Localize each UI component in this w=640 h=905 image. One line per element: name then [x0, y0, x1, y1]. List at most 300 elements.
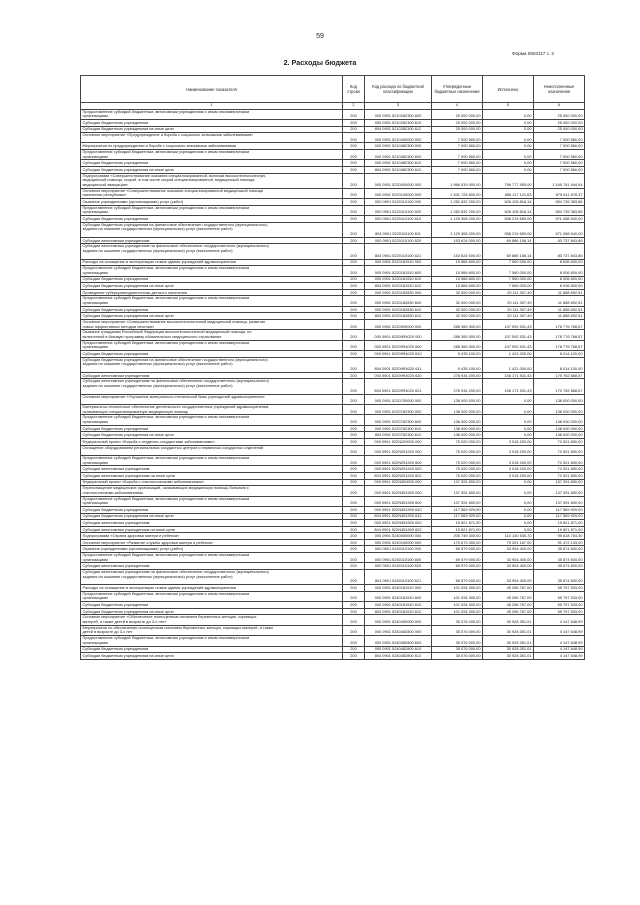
row-classification-code: 804 0901 5240110100 621 [365, 570, 432, 585]
row-name-line: Федеральный проект «Борьба с онкологическими заболеваниями» [82, 479, 204, 485]
row-indicator-name [81, 653, 343, 660]
row-executed: 45 296 767,00 [483, 585, 534, 592]
row-line-code: 200 [343, 379, 365, 394]
row-approved: 75 020 000,00 [432, 472, 483, 479]
row-name-line: медицинской эвакуации» [82, 182, 129, 188]
row-indicator-name [81, 237, 343, 244]
row-line-code: 200 [343, 533, 365, 540]
row-name-line: Расходы на оснащение в эксплуатацию новые здания учреждений здравоохранения [82, 259, 236, 265]
row-line-code: 200 [343, 313, 365, 320]
row-classification-code: 000 0901 5210482300 610 [365, 160, 432, 167]
row-indicator-name [81, 472, 343, 479]
table-row [81, 520, 585, 527]
header-executed: Исполнено [483, 76, 534, 103]
row-remaining: 178 776 768,57 [534, 330, 585, 340]
row-indicator-name [81, 455, 343, 465]
row-line-code: 200 [343, 539, 365, 546]
row-line-code: 200 [343, 296, 365, 306]
table-row [81, 357, 585, 372]
row-remaining: 8 014 100,00 [534, 357, 585, 372]
table-row [81, 445, 585, 455]
row-name-line: Расходы на оснащение в эксплуатацию новые здания учреждений здравоохранения [82, 585, 236, 591]
row-approved: 101 094 300,00 [432, 608, 483, 615]
row-classification-code: 000 0901 5240400000 000 [365, 615, 432, 625]
row-name-line: включенной в базовую программу обязательного медицинского страхования [82, 334, 222, 340]
row-line-code: 200 [343, 486, 365, 496]
row-name-line: Оснащение оборудованием региональных сосудистых центров и первичных сосудистых отделений [82, 445, 264, 450]
row-name-line: Предоставление субсидий бюджетным, автономным учреждениям и иным некоммерческим [82, 552, 250, 558]
row-classification-code: 000 0901 5220110100 620 [365, 237, 432, 244]
row-executed: 0,00 [483, 126, 534, 133]
row-approved: 75 020 000,00 [432, 438, 483, 445]
header-remaining: Неисполненные назначения [534, 76, 585, 103]
row-name-line: матерей, а также детей в возрасте до 3-х лет» [82, 619, 167, 625]
row-remaining: 35 674 600,00 [534, 563, 585, 570]
row-approved: 75 020 000,00 [432, 445, 483, 455]
row-approved: 35 076 000,00 [432, 615, 483, 625]
row-name-line: детей в возрасте до 3-х лет [82, 629, 133, 635]
row-name-line: Основное мероприятие «Развитие службы здоровья матери и ребенка» [82, 539, 214, 545]
row-remaining: 55 797 533,00 [534, 608, 585, 615]
row-indicator-name [81, 563, 343, 570]
table-row [81, 379, 585, 394]
row-executed: 1 421 000,00 [483, 357, 534, 372]
row-classification-code: 804 0901 5220181510 612 [365, 283, 432, 290]
row-executed: 7 560 000,00 [483, 259, 534, 266]
row-approved: 32 000 000,00 [432, 296, 483, 306]
row-remaining: 8 014 100,00 [534, 351, 585, 358]
row-line-code: 200 [343, 526, 365, 533]
row-executed: 3 018 200,00 [483, 466, 534, 473]
row-executed: 796 777 955,00 [483, 173, 534, 188]
row-name-line: Субсидии бюджетным учреждениям на иные цели [82, 608, 174, 614]
row-line-code: 200 [343, 222, 365, 237]
row-indicator-name [81, 479, 343, 486]
row-name-line: организациям [82, 153, 108, 159]
row-remaining: 4 147 648,99 [534, 636, 585, 646]
row-remaining: 4 147 648,99 [534, 615, 585, 625]
row-name-line: Проведение туберкулинодиагностики детского населения [82, 289, 188, 295]
row-classification-code: 804 0901 52209R4020 621 [365, 379, 432, 394]
row-classification-code: 000 0901 5210400000 000 [365, 133, 432, 143]
row-line-code: 200 [343, 520, 365, 527]
row-classification-code: 000 0901 522N300000 000 [365, 479, 432, 486]
row-approved: 276 934 200,00 [432, 379, 483, 394]
row-indicator-name [81, 319, 343, 329]
row-line-code: 200 [343, 244, 365, 259]
row-remaining: 25 000 000,00 [534, 126, 585, 133]
row-indicator-name [81, 553, 343, 563]
row-name-line: Основное мероприятие «Предупреждение и борьба с социально значимыми заболеваниями» [82, 132, 254, 138]
row-line-code: 200 [343, 646, 365, 653]
row-line-code: 200 [343, 636, 365, 646]
row-remaining: 19 821 871,00 [534, 520, 585, 527]
table-row [81, 109, 585, 119]
row-executed: 30 928 351,01 [483, 615, 534, 625]
row-name-line: Субсидии бюджетным учреждениям [82, 602, 149, 608]
row-name-line: Субсидии бюджетным учреждениям [82, 425, 149, 431]
row-indicator-name [81, 199, 343, 206]
row-name-line: Основное мероприятие «Совершенствование высокотехнологичной медицинской помощи, развитие [82, 319, 266, 324]
row-line-code: 200 [343, 432, 365, 439]
table-row [81, 486, 585, 496]
row-approved: 1 966 519 900,00 [432, 173, 483, 188]
form-code: Форма 0503117 с. 2 [512, 51, 554, 56]
row-classification-code: 000 0901 5220181510 610 [365, 276, 432, 283]
row-line-code: 200 [343, 479, 365, 486]
row-remaining: 72 001 800,00 [534, 472, 585, 479]
row-name-line: Субсидии бюджетным учреждениям [82, 506, 149, 512]
row-classification-code: 804 0901 5220182830 612 [365, 313, 432, 320]
row-executed: 558 219 659,00 [483, 222, 534, 237]
row-classification-code: 000 0901 5240110100 600 [365, 553, 432, 563]
row-approved: 19 821 871,00 [432, 520, 483, 527]
row-line-code: 200 [343, 455, 365, 465]
row-indicator-name [81, 150, 343, 160]
row-classification-code: 000 0901 5210282300 600 [365, 109, 432, 119]
table-row [81, 479, 585, 486]
row-classification-code: 000 0901 5220110100 610 [365, 216, 432, 223]
row-executed: 0,00 [483, 513, 534, 520]
column-number: 6 [534, 103, 585, 110]
row-name-line: Субсидии автономным учреждениям [82, 237, 150, 243]
table-row [81, 608, 585, 615]
table-row [81, 455, 585, 465]
row-line-code: 200 [343, 415, 365, 425]
table-row [81, 330, 585, 340]
row-executed: 106 171 531,43 [483, 372, 534, 379]
row-line-code: 200 [343, 276, 365, 283]
row-remaining: 137 391 800,00 [534, 496, 585, 506]
row-name-line: Субсидии бюджетным учреждениям [82, 306, 149, 312]
row-executed: 3 018 200,00 [483, 455, 534, 465]
row-indicator-name [81, 438, 343, 445]
row-executed: 0,00 [483, 119, 534, 126]
row-indicator-name [81, 296, 343, 306]
row-remaining: 25 000 000,00 [534, 109, 585, 119]
row-name-line [83, 254, 341, 259]
row-line-code: 200 [343, 199, 365, 206]
table-row [81, 404, 585, 414]
row-remaining: 11 888 692,51 [534, 306, 585, 313]
row-classification-code: 804 0901 5220110100 621 [365, 244, 432, 259]
row-approved: 286 369 300,00 [432, 340, 483, 350]
table-row [81, 615, 585, 625]
row-name-line: Субсидии бюджетным учреждениям [82, 276, 149, 282]
row-line-code: 200 [343, 289, 365, 296]
row-executed: 628 105 816,14 [483, 205, 534, 215]
row-classification-code: 000 0901 522N351900 000 [365, 486, 432, 496]
row-approved: 101 094 300,00 [432, 585, 483, 592]
row-classification-code: 000 0901 5240181510 600 [365, 591, 432, 601]
row-name-line: оказывающих специализированную медицинскую помощь [82, 408, 189, 414]
row-remaining: 571 088 540,00 [534, 222, 585, 237]
row-line-code: 200 [343, 425, 365, 432]
row-line-code: 200 [343, 591, 365, 601]
row-line-code: 200 [343, 506, 365, 513]
row-classification-code: 000 0901 5220110100 600 [365, 205, 432, 215]
row-executed: 1 421 000,00 [483, 351, 534, 358]
row-indicator-name [81, 513, 343, 520]
row-executed: 79 201 167,00 [483, 539, 534, 546]
row-approved: 138 000 000,00 [432, 415, 483, 425]
row-remaining: 72 001 800,00 [534, 438, 585, 445]
row-name-line: Субсидии автономным учреждениям на финансовое обеспечение государственного (муниципального) [82, 569, 269, 575]
row-indicator-name [81, 173, 343, 188]
row-remaining: 11 888 692,51 [534, 289, 585, 296]
row-name-line: Переоснащение медицинских организаций, оказывающих медицинскую помощь больным с [82, 485, 249, 491]
row-indicator-name [81, 486, 343, 496]
row-indicator-name [81, 625, 343, 635]
table-row [81, 625, 585, 635]
row-line-code: 200 [343, 119, 365, 126]
row-executed: 0,00 [483, 143, 534, 150]
row-indicator-name [81, 432, 343, 439]
row-executed: 20 111 307,49 [483, 313, 534, 320]
row-name-line: Предоставление субсидий бюджетным, автономным учреждениям и иным некоммерческим [82, 149, 250, 155]
row-approved: 69 579 000,00 [432, 546, 483, 553]
row-name-line: онкологическими заболеваниями [82, 489, 143, 495]
row-line-code: 200 [343, 570, 365, 585]
row-indicator-name [81, 602, 343, 609]
row-indicator-name [81, 289, 343, 296]
row-approved: 15 566 600,00 [432, 266, 483, 276]
row-executed: 0,00 [483, 506, 534, 513]
table-row [81, 602, 585, 609]
row-executed: 628 105 816,14 [483, 199, 534, 206]
row-line-code: 200 [343, 340, 365, 350]
row-line-code: 200 [343, 546, 365, 553]
row-name-line: Основное мероприятие «Улучшение материально-технической базы учреждений здравоохранения» [82, 394, 265, 399]
table-row [81, 216, 585, 223]
table-row [81, 283, 585, 290]
row-indicator-name [81, 466, 343, 473]
row-classification-code: 000 0901 522N251920 600 [365, 455, 432, 465]
row-approved: 15 566 600,00 [432, 259, 483, 266]
row-remaining: 72 001 800,00 [534, 466, 585, 473]
row-name-line [83, 579, 341, 584]
row-indicator-name [81, 340, 343, 350]
row-indicator-name [81, 205, 343, 215]
table-row [81, 472, 585, 479]
row-indicator-name [81, 357, 343, 372]
row-name-line: Субсидии бюджетным учреждениям на иные цели [82, 513, 174, 519]
row-executed: 0,00 [483, 432, 534, 439]
row-approved: 35 076 000,00 [432, 646, 483, 653]
row-remaining: 7 000 560,00 [534, 160, 585, 167]
header-approved: Утвержденные бюджетные назначения [432, 76, 483, 103]
row-classification-code: 804 0901 522N351900 622 [365, 526, 432, 533]
table-row [81, 259, 585, 266]
row-indicator-name [81, 266, 343, 276]
row-executed: 0,00 [483, 526, 534, 533]
row-name-line: Субсидии автономным учреждениям [82, 519, 150, 525]
row-indicator-name [81, 126, 343, 133]
row-line-code: 200 [343, 372, 365, 379]
row-name-line: Субсидии бюджетным учреждениям на иные цели [82, 283, 174, 289]
row-approved: 1 129 308 200,00 [432, 222, 483, 237]
table-row [81, 167, 585, 174]
row-classification-code: 000 0901 52209R4020 610 [365, 351, 432, 358]
row-classification-code: 804 0901 5220782300 612 [365, 432, 432, 439]
row-name-line: Предоставление субсидий бюджетным, автономным учреждениям и иным некоммерческим [82, 455, 250, 460]
row-classification-code: 000 0901 5210482300 000 [365, 143, 432, 150]
row-line-code: 200 [343, 608, 365, 615]
row-approved: 153 624 000,00 [432, 244, 483, 259]
row-classification-code: 000 0901 5220782300 000 [365, 404, 432, 414]
row-line-code: 200 [343, 585, 365, 592]
row-name-line: Субсидии бюджетным учреждениям [82, 646, 149, 652]
row-indicator-name [81, 313, 343, 320]
row-executed: 3 018 200,00 [483, 438, 534, 445]
row-executed: 0,00 [483, 404, 534, 414]
row-name-line: Мероприятия по обеспечению полноценным питанием беременных женщин, кормящих матерей, а также [82, 625, 274, 630]
row-remaining: 19 821 871,00 [534, 526, 585, 533]
row-executed: 107 592 531,43 [483, 330, 534, 340]
row-name-line: Субсидии бюджетным учреждениям на иные цели [82, 166, 174, 172]
table-row [81, 306, 585, 313]
row-name-line: Материально-техническое обеспечение деятельности государственных учреждений здравоохранения, [82, 404, 270, 409]
row-classification-code: 000 0901 5240100000 000 [365, 539, 432, 546]
row-indicator-name [81, 608, 343, 615]
row-indicator-name [81, 244, 343, 259]
table-row [81, 126, 585, 133]
row-remaining: 72 001 800,00 [534, 455, 585, 465]
row-indicator-name [81, 188, 343, 198]
row-executed: 7 560 000,00 [483, 266, 534, 276]
row-approved: 35 076 000,00 [432, 625, 483, 635]
row-name-line: задания на оказание государственных (муниципальных) услуг (выполнение работ) [82, 248, 233, 254]
row-classification-code: 000 0901 5220700000 000 [365, 394, 432, 404]
row-line-code: 200 [343, 188, 365, 198]
row-name-line [83, 450, 341, 455]
row-name-line: Субсидии автономным учреждениям [82, 372, 150, 378]
row-remaining: 8 006 600,00 [534, 283, 585, 290]
row-indicator-name [81, 306, 343, 313]
row-approved: 138 000 000,00 [432, 404, 483, 414]
table-row [81, 432, 585, 439]
header-indicator-name: Наименование показателя [81, 76, 343, 103]
row-indicator-name [81, 394, 343, 404]
row-line-code: 200 [343, 126, 365, 133]
table-row [81, 266, 585, 276]
row-approved: 7 000 560,00 [432, 133, 483, 143]
row-indicator-name [81, 585, 343, 592]
row-name-line [83, 138, 341, 143]
row-line-code: 200 [343, 602, 365, 609]
row-executed: 30 928 351,01 [483, 636, 534, 646]
row-line-code: 200 [343, 404, 365, 414]
row-approved: 32 000 000,00 [432, 289, 483, 296]
row-remaining: 7 000 560,00 [534, 150, 585, 160]
row-remaining: 11 888 692,51 [534, 296, 585, 306]
table-row [81, 438, 585, 445]
row-name-line: задания на оказание государственных (муниципальных) услуг (выполнение работ) [82, 226, 233, 232]
table-row [81, 143, 585, 150]
row-executed: 0,00 [483, 133, 534, 143]
row-approved: 101 094 300,00 [432, 602, 483, 609]
row-name-line: Оказание гражданам Российской Федерации высокотехнологичной медицинской помощи, не [82, 329, 252, 335]
row-classification-code: 000 0901 5240482800 600 [365, 636, 432, 646]
row-remaining: 35 674 600,00 [534, 570, 585, 585]
row-classification-code: 000 0901 5210482300 600 [365, 150, 432, 160]
row-indicator-name [81, 372, 343, 379]
row-indicator-name [81, 133, 343, 143]
row-approved: 9 435 100,00 [432, 357, 483, 372]
row-line-code: 200 [343, 472, 365, 479]
row-executed: 0,00 [483, 109, 534, 119]
row-line-code: 200 [343, 150, 365, 160]
row-indicator-name [81, 636, 343, 646]
row-remaining: 8 006 600,00 [534, 266, 585, 276]
row-indicator-name [81, 546, 343, 553]
row-name-line: Подпрограмма «Охрана здоровья матери и ребенка» [82, 533, 180, 539]
row-remaining: 137 391 800,00 [534, 479, 585, 486]
row-indicator-name [81, 496, 343, 506]
table-row [81, 539, 585, 546]
table-row [81, 222, 585, 237]
row-name-line: организациям [82, 113, 108, 119]
row-remaining: 138 000 000,00 [534, 394, 585, 404]
row-remaining: 55 797 533,00 [534, 602, 585, 609]
row-indicator-name [81, 591, 343, 601]
row-indicator-name [81, 404, 343, 414]
row-approved: 69 579 000,00 [432, 570, 483, 585]
row-executed: 0,00 [483, 167, 534, 174]
row-line-code: 200 [343, 167, 365, 174]
row-remaining: 91 472 133,00 [534, 539, 585, 546]
row-line-code: 200 [343, 259, 365, 266]
row-line-code: 200 [343, 615, 365, 625]
row-approved: 138 000 000,00 [432, 394, 483, 404]
row-executed: 7 560 000,00 [483, 283, 534, 290]
row-approved: 286 369 300,00 [432, 330, 483, 340]
row-remaining: 571 088 540,00 [534, 216, 585, 223]
row-remaining: 178 776 768,57 [534, 340, 585, 350]
row-approved: 7 000 560,00 [432, 167, 483, 174]
row-indicator-name [81, 425, 343, 432]
row-executed: 0,00 [483, 496, 534, 506]
table-row [81, 425, 585, 432]
row-approved: 75 020 000,00 [432, 466, 483, 473]
row-line-code: 200 [343, 266, 365, 276]
row-classification-code: 000 0901 522N200000 000 [365, 438, 432, 445]
row-approved: 7 000 560,00 [432, 160, 483, 167]
row-name-line: организациям [82, 269, 108, 275]
row-classification-code: 804 0901 522N251920 622 [365, 472, 432, 479]
row-line-code: 200 [343, 553, 365, 563]
row-classification-code: 000 0901 522N351900 610 [365, 506, 432, 513]
row-executed: 30 928 351,01 [483, 625, 534, 635]
row-line-code: 200 [343, 330, 365, 340]
row-remaining: 137 391 800,00 [534, 486, 585, 496]
table-row [81, 513, 585, 520]
table-row [81, 415, 585, 425]
section-title: 2. Расходы бюджета [283, 58, 357, 67]
row-line-code: 200 [343, 496, 365, 506]
table-row [81, 244, 585, 259]
row-indicator-name [81, 445, 343, 455]
row-executed: 45 296 767,00 [483, 608, 534, 615]
table-row [81, 526, 585, 533]
row-name-line: Субсидии бюджетным учреждениям [82, 216, 149, 222]
expenditure-table [80, 75, 585, 660]
table-row [81, 653, 585, 660]
row-approved: 170 673 300,00 [432, 539, 483, 546]
row-approved: 286 369 300,00 [432, 319, 483, 329]
row-executed: 33 904 400,00 [483, 546, 534, 553]
row-line-code: 200 [343, 216, 365, 223]
